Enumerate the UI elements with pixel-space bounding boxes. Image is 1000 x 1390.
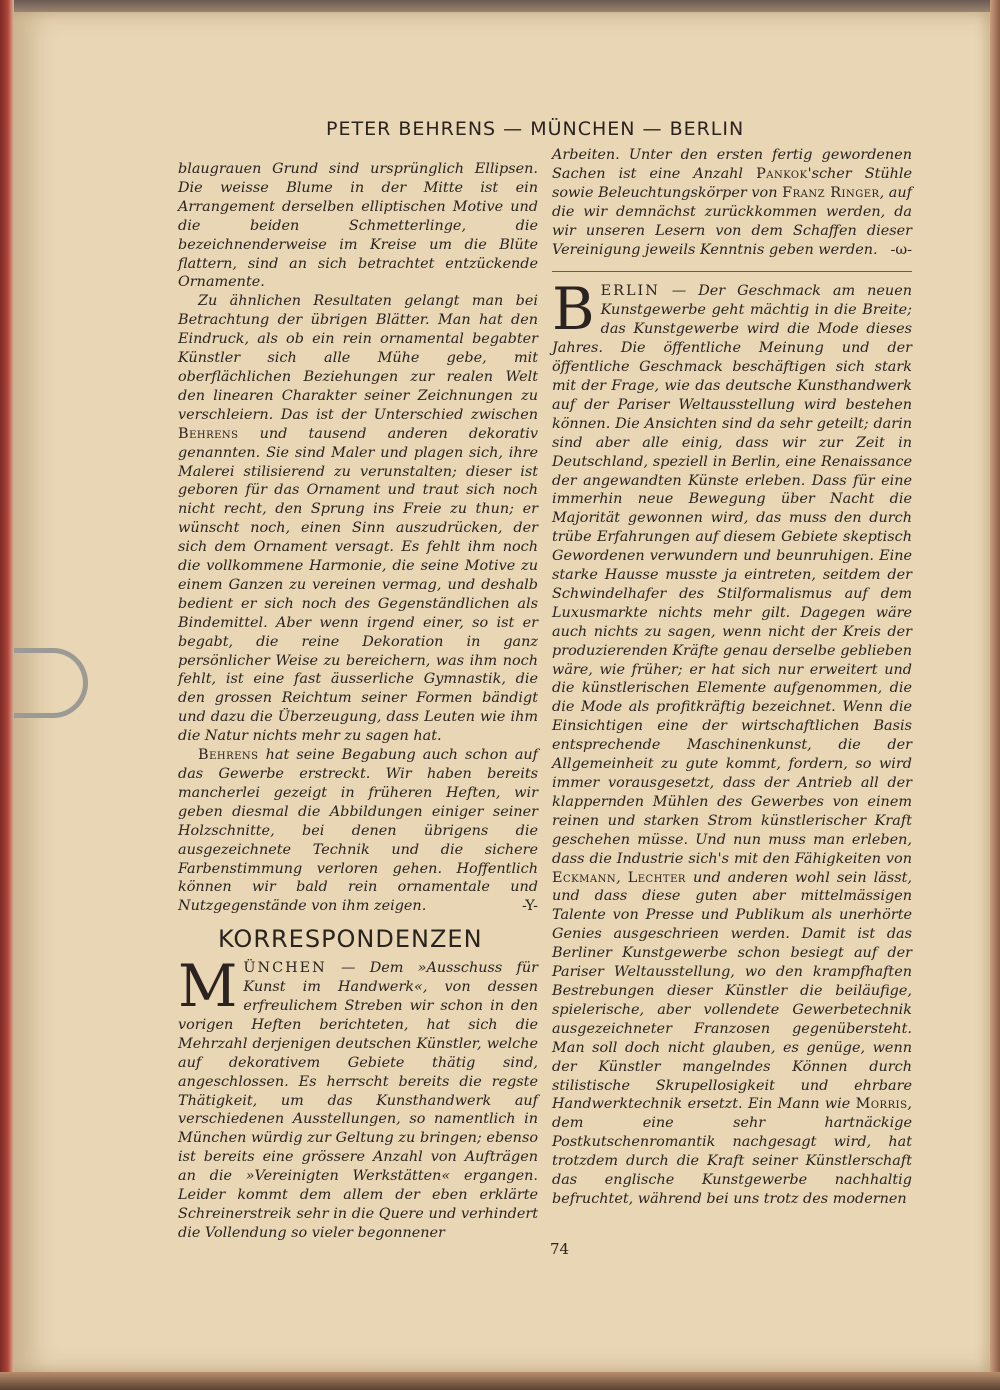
name-morris: Morris	[855, 1096, 908, 1113]
author-signature-y: -Y-	[521, 898, 538, 915]
page-number: 74	[550, 1240, 570, 1258]
right-paragraph-1-text-c: , auf die wir demnächst zurückkommen werden, da wir unseren Lesern von dem Schaffen dieser Vereinigung jeweils Kenntnis geben werden.	[552, 184, 912, 258]
dropcap-m: M	[178, 952, 238, 1021]
name-franz-ringer: Franz Ringer	[782, 184, 880, 201]
name-lechter: Lechter	[627, 869, 686, 886]
right-column	[552, 146, 912, 1209]
book-edge-top	[0, 0, 1000, 12]
name-pankok: Pankok	[756, 165, 808, 182]
author-signature-omega: -ω-	[890, 241, 912, 258]
left-paragraph-2	[178, 292, 538, 746]
berlin-text-1: — Der Geschmack am neuen Kunstgewerbe geht mächtig in die Breite; das Kunstgewerbe wird die Mode dieses Jahres. Die öffentliche Meinung und der öffentliche Geschmack beschäftigen sich stark mit der Frage, wie das deutsche Kunsthandwerk auf der Pariser Weltausstellung wird bestehen können. Die Ansichten sind da sehr geteilt; darin sind aber alle einig, dass wir zur Zeit in Deutschland, speziell in Berlin, eine Renaissance der angewandten Künste erleben. Dass für eine immerhin neue Bewegung über Nacht die Majorität gewonnen wird, das muss den durch trübe Erfahrungen auf diesem Gebiete skeptisch Gewordenen verwundern und beunruhigen. Eine starke Hausse musste ja eintreten, seitdem der Schwindelhafer des Stilformalismus auf dem Luxusmarkte nichts mehr gilt. Dagegen wäre auch nichts zu sagen, wenn nicht der Kreis der produzierenden Kräfte genau derselbe geblieben wäre, wie früher; er hat sich nur erweitert und die künstlerischen Elemente aufgenommen, die die Mode als profitkräftig bezeichnet. Wenn die Einsichtigen eine der wirtschaftlichen Basis entsprechende Maschinenkunst, die der Allgemeinheit zu gute kommt, fordern, so wird immer vorausgesetzt, dass der Antrieb all der klappernden Mühlen des Gewerbes von einem reinen und starken Strom künstlerischer Kraft geschehen müsse. Und nun muss man erleben, dass die Industrie sich's mit den Fähigkeiten von	[552, 283, 912, 867]
section-title: KORRESPONDENZEN	[218, 925, 483, 954]
berlin-text-3: , dem eine sehr hartnäckige Postkutschenromantik nachgesagt wird, hat trotzdem durch die Kraft seiner Künstlerschaft das englische Kunstgewerbe nachhaltig befruchtet, während bei uns trotz des modernen	[552, 1096, 912, 1207]
berlin-paragraph	[552, 275, 912, 1208]
right-paragraph-1	[552, 146, 912, 259]
name-eckmann: Eckmann	[552, 869, 617, 886]
berlin-sep: ,	[616, 869, 628, 886]
book-edge-right	[990, 0, 1000, 1390]
running-head: PETER BEHRENS — MÜNCHEN — BERLIN	[326, 118, 745, 140]
muenchen-paragraph	[178, 952, 538, 1243]
book-edge-bottom	[0, 1372, 1000, 1390]
left-paragraph-1: blaugrauen Grund sind ursprünglich Ellipsen. Die weisse Blume in der Mitte ist ein Arrangement derselben elliptischen Motive und die beiden Schmetterlinge, die bezeichnenderweise im Kreise um die Blüte flattern, sind an sich betrachtet entzückende Ornamente.	[178, 161, 538, 291]
right-paragraph-1-text-b: 'scher Stühle sowie Beleuchtungskörper von	[552, 165, 913, 201]
right-paragraph-1-text-a: Arbeiten. Unter den ersten fertig gewordenen Sachen ist eine Anzahl	[552, 147, 912, 182]
book-edge-left	[0, 0, 14, 1390]
left-paragraph-2-text-b: und tausend anderen dekorativ genannten. Sie sind Maler und plagen sich, ihre Malerei stilisierend zu verunstalten; dieser ist geboren für das Ornament und traut sich noch nicht recht, den Sprung ins Freie zu thun; er wünscht noch, einen Sinn auszudrücken, der sich dem Ornament versagt. Es fehlt ihm noch die vollkommene Harmonie, die seine Motive zu einem Ganzen zu vereinen vermag, und deshalb bedient er sich noch des Gegenständlichen als Bindemittel. Aber wenn irgend einer, so ist er begabt, die reine Dekoration in ganz persönlicher Weise zu bereichern, was ihm noch fehlt, ist eine fast äusserliche Gymnastik, die den grossen Reichtum seiner Formen bändigt und dazu die Überzeugung, dass Leuten wie ihm die Natur nichts mehr zu sagen hat.	[178, 425, 538, 745]
left-paragraph-3-text: hat seine Begabung auch schon auf das Gewerbe erstreckt. Wir haben bereits mancherlei gezeigt in früheren Heften, wir geben diesmal die Abbildungen einiger seiner Holzschnitte, bei denen übrigens die ausgezeichnete Technik und die sichere Farbenstimmung verloren gehen. Hoffentlich können wir bald rein ornamentale und Nutzgegenstände von ihm zeigen.	[178, 747, 538, 915]
left-paragraph-2-text-a: Zu ähnlichen Resultaten gelangt man bei Betrachtung der übrigen Blätter. Man hat den Eindruck, als ob ein rein ornamental begabter Künstler sich alle Mühe gebe, mit oberflächlichen Beziehungen zur realen Welt den linearen Charakter seiner Zeichnungen zu verschleiern. Das ist der Unterschied zwischen	[178, 293, 538, 423]
left-paragraph-3	[178, 746, 538, 916]
muenchen-lead: ÜNCHEN	[243, 960, 327, 977]
artist-name-behrens-2: Behrens	[198, 747, 259, 764]
berlin-text-2: und anderen wohl sein lässt, und dass diese guten aber mittelmässigen Talente von Presse und Publikum als unerhörte Genies ausgeschrieen werden. Damit ist das Berliner Kunstgewerbe schon besiegt auf der Pariser Weltausstellung, wo den krampfhaften Bestrebungen dieser Künstler die beiläufige, spielerische, aber vollendete Gewerbetechnik ausgezeichneter Franzosen gegenübersteht. Man soll doch nicht glauben, es genüge, wenn der Künstler mangelndes Können durch stilistische Skrupellosigkeit und ehrbare Handwerktechnik ersetzt. Ein Mann wie	[552, 869, 912, 1113]
left-column	[178, 160, 538, 1243]
berlin-lead: ERLIN	[600, 283, 660, 300]
section-divider	[552, 271, 912, 272]
artist-name-behrens: Behrens	[178, 425, 239, 442]
dropcap-b: B	[552, 275, 595, 344]
paper-clip	[14, 648, 88, 718]
muenchen-text: — Dem »Ausschuss für Kunst im Handwerk«, von dessen erfreulichem Streben wir schon in den vorigen Heften berichteten, hat sich die Mehrzahl derjenigen deutschen Künstler, welche auf dekorativem Gebiete thätig sind, angeschlossen. Es herrscht bereits die regste Thätigkeit, um das Kunsthandwerk auf verschiedenen Ausstellungen, so namentlich in München würdig zur Geltung zu bringen; ebenso ist bereits eine grössere Anzahl von Aufträgen an die »Vereinigten Werkstätten« ergangen. Leider kommt dem allem der eben erklärte Schreinerstreik sehr in die Quere und verhindert die Vollendung so vieler begonnener	[178, 960, 538, 1241]
